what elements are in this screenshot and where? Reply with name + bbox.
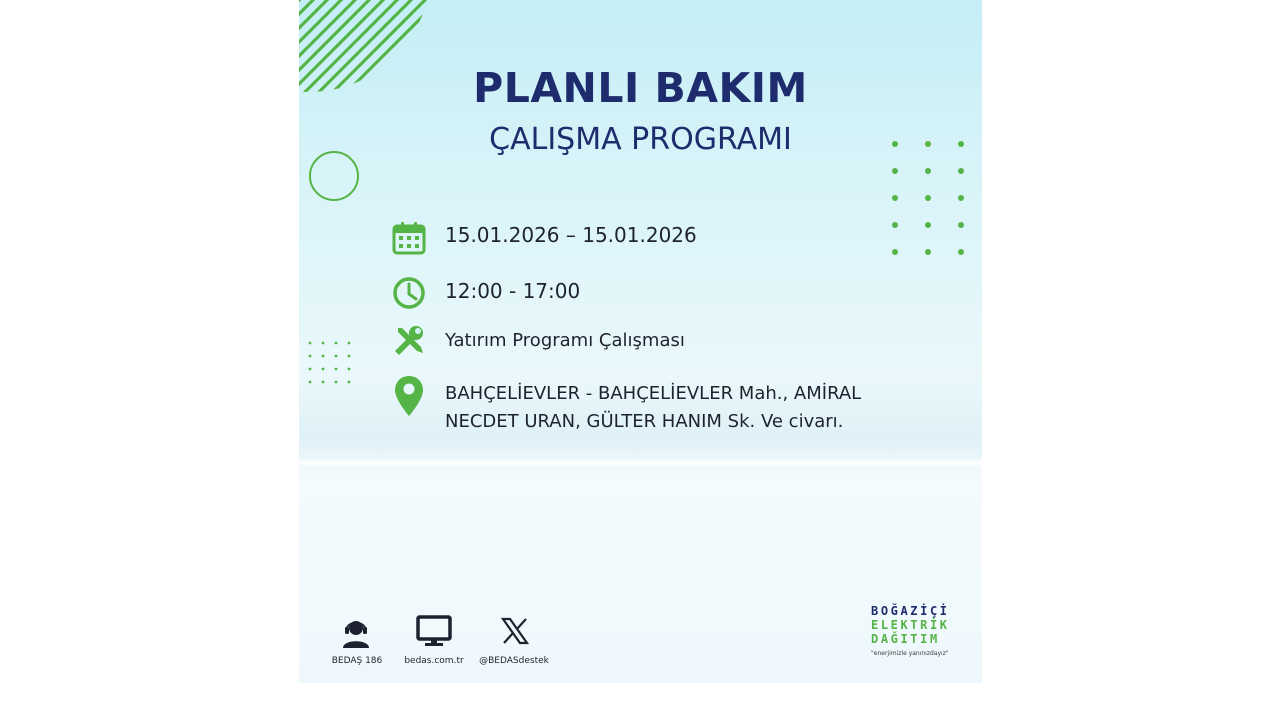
logo-line-1: BOĞAZİÇİ: [871, 604, 950, 618]
tools-icon: [392, 324, 426, 358]
footer-web-label[interactable]: bedas.com.tr: [404, 656, 464, 666]
logo-line-3: DAĞITIM: [871, 632, 940, 646]
calendar-icon: [392, 221, 426, 255]
address-line-1: BAHÇELİEVLER - BAHÇELİEVLER Mah., AMİRAL: [445, 383, 862, 404]
logo-line-2: ELEKTRİK: [871, 618, 950, 632]
x-logo-icon: [500, 617, 530, 645]
logo-slogan: "enerjimizle yanınızdayız": [871, 650, 949, 657]
clock-icon: [392, 276, 426, 310]
location-pin-icon: [392, 374, 426, 418]
work-type-text: Yatırım Programı Çalışması: [445, 330, 685, 351]
address-line-2: NECDET URAN, GÜLTER HANIM Sk. Ve civarı.: [445, 411, 844, 432]
time-range-text: 12:00 - 17:00: [445, 279, 581, 303]
horizon-glow: [299, 458, 982, 468]
date-range-text: 15.01.2026 – 15.01.2026: [445, 223, 697, 247]
address-text: [445, 380, 925, 436]
company-logo: [871, 604, 961, 661]
dot-grid-decoration-right: [889, 140, 969, 260]
footer-x-label[interactable]: @BEDASdestek: [479, 656, 549, 666]
page-subtitle: ÇALIŞMA PROGRAMI: [489, 122, 792, 157]
announcement-card: [299, 0, 982, 683]
dot-grid-decoration-left: [307, 340, 357, 392]
page-title: PLANLI BAKIM: [473, 64, 808, 112]
footer-phone-label: BEDAŞ 186: [331, 656, 383, 666]
monitor-icon: [416, 615, 452, 647]
circle-outline-decoration: [309, 151, 359, 201]
headset-agent-icon: [339, 615, 373, 649]
